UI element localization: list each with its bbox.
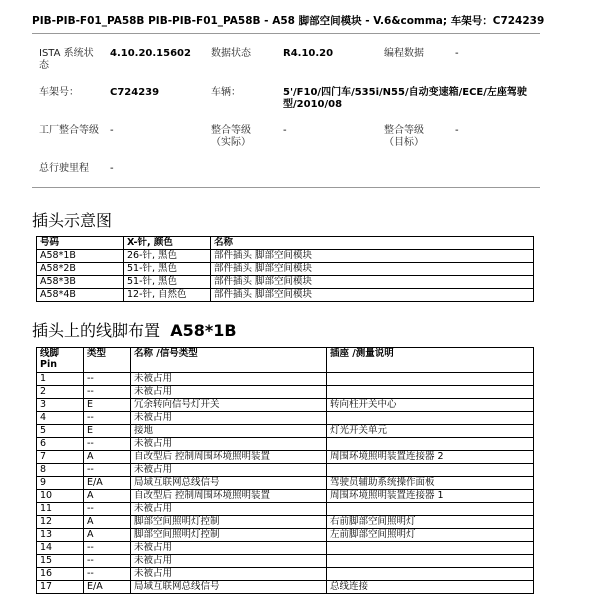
table-cell: A58*4B <box>37 289 124 302</box>
table-cell: 未被占用 <box>131 542 327 555</box>
table-cell <box>327 542 534 555</box>
pin-layout-connector: A58*1B <box>170 321 237 340</box>
data-status-value: R4.10.20 <box>283 48 334 59</box>
actual-level-value: - <box>283 125 287 136</box>
table-cell: 部件插头 脚部空间模块 <box>211 276 534 289</box>
vehicle-label: 车辆： <box>211 87 241 98</box>
connector-table-row <box>37 263 534 276</box>
header-pin: 线脚 Pin <box>37 348 84 373</box>
table-cell: 6 <box>37 438 84 451</box>
pin-table-row <box>37 555 534 568</box>
connector-table-header <box>37 237 534 250</box>
table-cell: A <box>84 451 131 464</box>
pin-table-row <box>37 542 534 555</box>
table-cell <box>327 464 534 477</box>
programming-value: - <box>455 48 459 59</box>
header-type: 类型 <box>84 348 131 373</box>
connector-table-row <box>37 250 534 263</box>
header-pin-color: X-针, 颜色 <box>124 237 211 250</box>
table-cell <box>327 555 534 568</box>
table-cell: A58*2B <box>37 263 124 276</box>
data-status-label: 数据状态 <box>211 48 251 59</box>
table-cell: 15 <box>37 555 84 568</box>
pin-table-row <box>37 464 534 477</box>
table-cell: 未被占用 <box>131 503 327 516</box>
table-cell <box>327 438 534 451</box>
table-cell <box>327 373 534 386</box>
table-cell: 自改型后 控制周围环境照明装置 <box>131 490 327 503</box>
programming-label: 编程数据 <box>384 48 424 59</box>
table-cell: 转向柱开关中心 <box>327 399 534 412</box>
table-cell: 右前脚部空间照明灯 <box>327 516 534 529</box>
table-cell: -- <box>84 568 131 581</box>
table-cell: 5 <box>37 425 84 438</box>
table-cell: 左前脚部空间照明灯 <box>327 529 534 542</box>
connector-diagram-heading: 插头示意图 <box>32 211 113 230</box>
header-name: 名称 <box>211 237 534 250</box>
pin-table-row <box>37 503 534 516</box>
header-signal: 名称 /信号类型 <box>131 348 327 373</box>
table-cell: 未被占用 <box>131 412 327 425</box>
target-level-value: - <box>455 125 459 136</box>
table-cell: -- <box>84 412 131 425</box>
table-cell: A58*1B <box>37 250 124 263</box>
table-cell: -- <box>84 503 131 516</box>
table-cell: 8 <box>37 464 84 477</box>
pin-table-row <box>37 412 534 425</box>
vehicle-value: 5'/F10/四门车/535i/N55/自动变速箱/ECE/左座驾驶型/2010/08 <box>283 87 527 110</box>
table-cell: -- <box>84 438 131 451</box>
table-cell: 冗余转向信号灯开关 <box>131 399 327 412</box>
table-cell: A <box>84 490 131 503</box>
table-cell: 部件插头 脚部空间模块 <box>211 250 534 263</box>
pin-table-row <box>37 516 534 529</box>
factory-level-label: 工厂整合等级 <box>39 125 99 136</box>
table-cell: A <box>84 516 131 529</box>
table-cell: 16 <box>37 568 84 581</box>
connector-table <box>36 236 534 302</box>
table-cell: 总线连接 <box>327 581 534 594</box>
pin-table-row <box>37 425 534 438</box>
table-cell: -- <box>84 373 131 386</box>
pin-layout-heading <box>32 318 237 341</box>
connector-table-row <box>37 276 534 289</box>
vehicle-info-block <box>0 0 604 200</box>
table-cell: 局域互联网总线信号 <box>131 581 327 594</box>
table-cell: 12 <box>37 516 84 529</box>
table-cell: -- <box>84 386 131 399</box>
pin-table <box>36 347 534 594</box>
table-cell: -- <box>84 555 131 568</box>
table-cell: A <box>84 529 131 542</box>
vin-label: 车架号： <box>39 87 79 98</box>
table-cell: E/A <box>84 477 131 490</box>
table-cell: 2 <box>37 386 84 399</box>
table-cell: 灯光开关单元 <box>327 425 534 438</box>
info-divider <box>32 187 540 188</box>
table-cell: A58*3B <box>37 276 124 289</box>
table-cell: 周围环境照明装置连接器 2 <box>327 451 534 464</box>
pin-table-row <box>37 529 534 542</box>
header-socket: 插座 /测量说明 <box>327 348 534 373</box>
table-cell: 51-针, 黑色 <box>124 276 211 289</box>
table-cell: 12-针, 自然色 <box>124 289 211 302</box>
table-cell: 11 <box>37 503 84 516</box>
table-cell: 26-针, 黑色 <box>124 250 211 263</box>
table-cell: 3 <box>37 399 84 412</box>
table-cell: 部件插头 脚部空间模块 <box>211 263 534 276</box>
table-cell: 未被占用 <box>131 568 327 581</box>
pin-table-header <box>37 348 534 373</box>
table-cell: 自改型后 控制周围环境照明装置 <box>131 451 327 464</box>
table-cell: E <box>84 425 131 438</box>
pin-table-row <box>37 451 534 464</box>
pin-table-row <box>37 490 534 503</box>
table-cell: 10 <box>37 490 84 503</box>
table-cell <box>327 386 534 399</box>
table-cell: 周围环境照明装置连接器 1 <box>327 490 534 503</box>
factory-level-value: - <box>110 125 114 136</box>
table-cell: 17 <box>37 581 84 594</box>
table-cell: 9 <box>37 477 84 490</box>
table-cell: 1 <box>37 373 84 386</box>
table-cell: 14 <box>37 542 84 555</box>
table-cell: 4 <box>37 412 84 425</box>
table-cell: 7 <box>37 451 84 464</box>
table-cell <box>327 412 534 425</box>
table-cell: 未被占用 <box>131 373 327 386</box>
table-cell: 脚部空间照明灯控制 <box>131 529 327 542</box>
pin-table-row <box>37 386 534 399</box>
connector-table-row <box>37 289 534 302</box>
table-cell: -- <box>84 464 131 477</box>
pin-table-row <box>37 373 534 386</box>
table-cell: 脚部空间照明灯控制 <box>131 516 327 529</box>
table-cell: 13 <box>37 529 84 542</box>
ista-value: 4.10.20.15602 <box>110 48 191 59</box>
pin-table-row <box>37 477 534 490</box>
pin-table-row <box>37 438 534 451</box>
mileage-value: - <box>110 163 114 174</box>
table-cell: 未被占用 <box>131 386 327 399</box>
table-cell: 局域互联网总线信号 <box>131 477 327 490</box>
table-cell: 驾驶员辅助系统操作面板 <box>327 477 534 490</box>
table-cell: 未被占用 <box>131 438 327 451</box>
table-cell: E <box>84 399 131 412</box>
table-cell <box>327 568 534 581</box>
header-number: 号码 <box>37 237 124 250</box>
table-cell: E/A <box>84 581 131 594</box>
table-cell <box>327 503 534 516</box>
actual-level-label: 整合等级（实际） <box>211 125 251 148</box>
target-level-label: 整合等级（目标） <box>384 125 424 148</box>
ista-label: ISTA 系统状态 <box>39 48 94 71</box>
pin-table-row <box>37 581 534 594</box>
pin-table-row <box>37 399 534 412</box>
table-cell: 接地 <box>131 425 327 438</box>
table-cell: 未被占用 <box>131 464 327 477</box>
table-cell: -- <box>84 542 131 555</box>
pin-table-row <box>37 568 534 581</box>
mileage-label: 总行驶里程 <box>39 163 89 174</box>
pin-layout-heading-text: 插头上的线脚布置 <box>32 321 161 340</box>
document-header-title: PIB-PIB-F01_PA58B PIB-PIB-F01_PA58B - A58 脚部空间模块 - V.6&comma; 车架号：C724239 <box>32 15 545 27</box>
vin-value: C724239 <box>110 87 160 98</box>
table-cell: 51-针, 黑色 <box>124 263 211 276</box>
table-cell: 未被占用 <box>131 555 327 568</box>
table-cell: 部件插头 脚部空间模块 <box>211 289 534 302</box>
